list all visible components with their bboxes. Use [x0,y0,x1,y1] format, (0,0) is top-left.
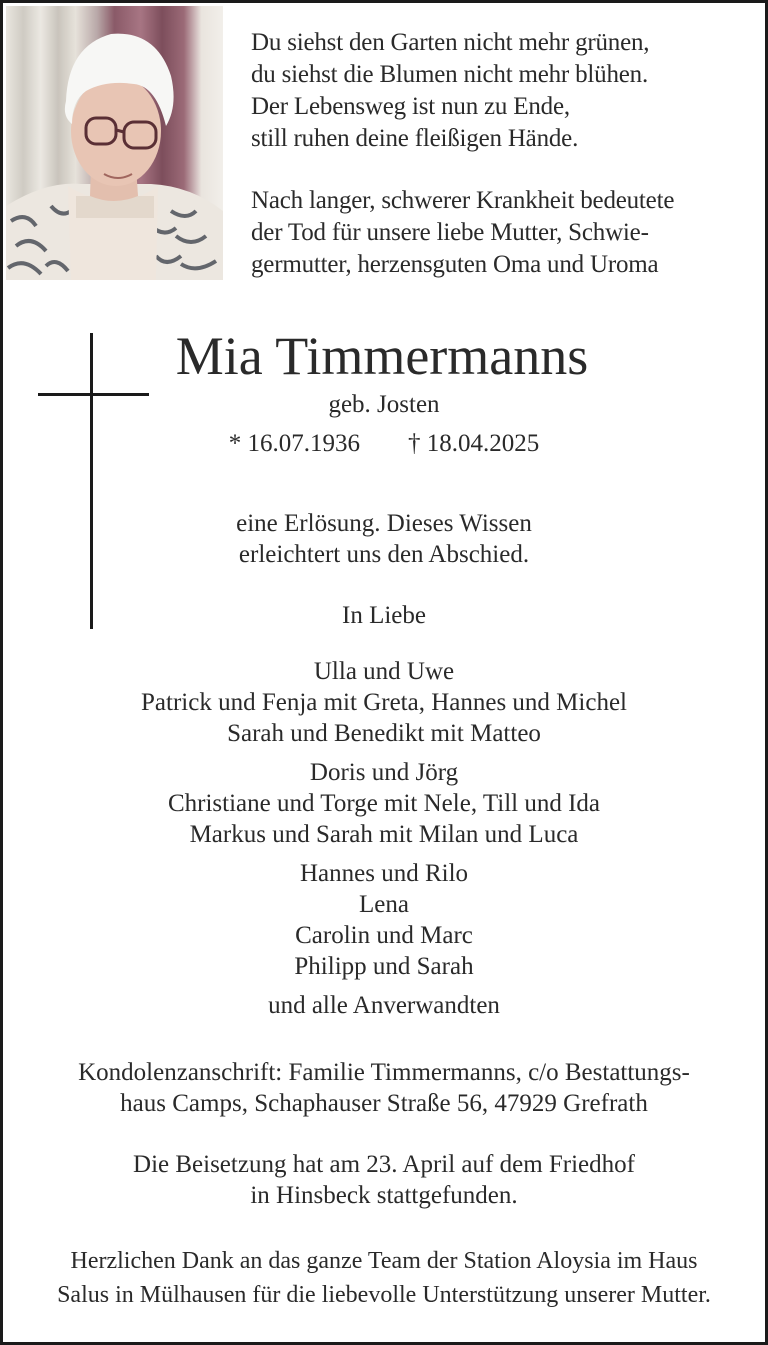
mourners [0,656,768,1021]
death-date: † 18.04.2025 [408,430,540,457]
poem-line: Du siehst den Garten nicht mehr grünen, [251,29,650,56]
mourner-group: Hannes und Rilo Lena Carolin und Marc Philipp und Sarah [294,860,474,980]
deceased-name: Mia Timmermanns [175,326,589,386]
burial-info: Die Beisetzung hat am 23. April auf dem Friedhof in Hinsbeck stattgefunden. [133,1151,635,1209]
intro-line: germutter, herzensguten Oma und Uroma [251,251,659,278]
life-dates [0,428,768,460]
birth-name: geb. Josten [328,391,440,418]
poem [251,27,761,281]
other-relatives: und alle Anverwandten [268,992,500,1019]
portrait-image [6,6,223,280]
poem-line: du siehst die Blumen nicht mehr blühen. [251,61,648,88]
mourner-group: Doris und Jörg Christiane und Torge mit Nele, Till und Ida Markus und Sarah mit Milan und Luca [167,759,601,848]
birth-date: * 16.07.1936 [228,430,360,457]
portrait-photo [6,6,223,280]
intro-line: der Tod für unsere liebe Mutter, Schwie- [251,219,649,246]
thanks-note: Herzlichen Dank an das ganze Team der Station Aloysia im Haus Salus in Mülhausen für die liebevolle Unterstützung unserer Mutter. [57,1248,711,1308]
poem-line: still ruhen deine fleißigen Hände. [251,125,579,152]
intro-line: Nach langer, schwerer Krankheit bedeutete [251,187,675,214]
mourner-group: Ulla und Uwe Patrick und Fenja mit Greta, Hannes und Michel Sarah und Benedikt mit Matteo [141,658,627,747]
condolence-address: Kondolenzanschrift: Familie Timmermanns, c/o Bestattungs- haus Camps, Schaphauser Straße 56, 47929 Grefrath [78,1059,690,1117]
poem-line: Der Lebensweg ist nun zu Ende, [251,93,570,120]
closing: In Liebe [342,602,426,629]
message: eine Erlösung. Dieses Wissen erleichtert uns den Abschied. [236,510,532,568]
